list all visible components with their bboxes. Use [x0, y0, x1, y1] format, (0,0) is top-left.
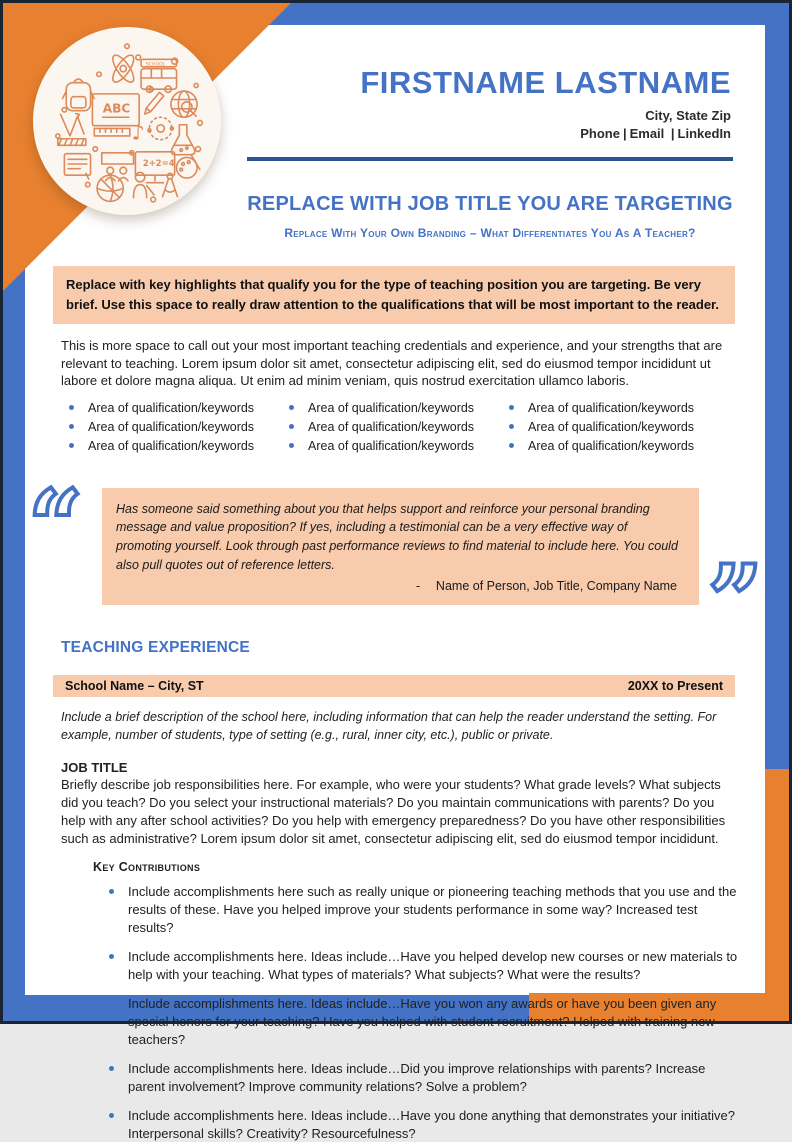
bullet-dot-icon	[69, 405, 74, 410]
accomplishment-text: Include accomplishments here. Ideas include…Did you improve relationships with parents? Increase parent involvement? Improve community relations? Solve a problem?	[128, 1060, 706, 1094]
section-title-teaching-experience: TEACHING EXPERIENCE	[61, 639, 250, 657]
open-quote-icon: “	[28, 468, 78, 582]
qualification-label: Area of qualification/keywords	[308, 419, 475, 434]
accomplishments-list	[109, 883, 739, 1142]
qualification-label: Area of qualification/keywords	[528, 400, 695, 415]
linkedin-label: LinkedIn	[677, 126, 731, 141]
testimonial-text: Has someone said something about you that helps support and reinforce your personal branding message and value proposition? If yes, including a testimonial can be a very effective way of promoting yourself. Look through past performance reviews to find material to include here. You could also pull quotes out of reference letters.	[116, 501, 678, 572]
qualification-item	[509, 438, 729, 454]
qualification-item	[289, 400, 509, 416]
qualifications-grid	[69, 400, 765, 454]
school-description: Include a brief description of the school here, including information that can help the reader understand the setting. For example, number of students, type of setting (e.g., rural, inner city, etc.), public or private.	[61, 710, 717, 743]
accomplishment-item	[109, 995, 739, 1049]
qualification-label: Area of qualification/keywords	[308, 400, 475, 415]
job-description: Briefly describe job responsibilities here. For example, who were your students? What grade levels? What subjects did you teach? Do you select your instructional materials? Do you maintain communications with parents? Do you help with any after school activities? Do you help with emergency preparedness? Do you have other responsibilities such as administrative? Lorem ipsum dolor sit amet, consectetur adipiscing elit, sed do eiusmod tempor incididunt.	[61, 777, 726, 847]
targeting-block	[247, 193, 733, 240]
job-block	[61, 759, 739, 849]
bullet-dot-icon	[109, 889, 114, 894]
accomplishment-text: Include accomplishments here. Ideas include…Have you done anything that demonstrates your initiative? Interpersonal skills? Creativity? Resourcefulness?	[128, 1107, 736, 1141]
summary-paragraph: This is more space to call out your most important teaching credentials and experience, and your strengths that are relevant to teaching. Lorem ipsum dolor sit amet, consectetur adipiscing elit, sed do eiusmod tempor incididunt ut labore et dolore magna aliqua. Ut enim ad minim veniam, quis nostrud exercitation ullamco laboris.	[61, 338, 723, 389]
accomplishment-item	[109, 1107, 739, 1142]
attribution-name: Name of Person, Job Title, Company Name	[435, 578, 677, 593]
accomplishment-text: Include accomplishments here. Ideas include…Have you helped develop new courses or new materials to help with your teaching. What types of materials? What subjects? What were the results?	[128, 949, 738, 982]
svg-text:ABC: ABC	[102, 101, 131, 116]
qualification-label: Area of qualification/keywords	[528, 419, 695, 434]
qualification-item	[69, 419, 289, 435]
accomplishment-text: Include accomplishments here. Ideas include…Have you won any awards or have you been given any special honors for your teaching? Have you helped with student recruitment? Helped with training new teachers?	[128, 995, 717, 1047]
qualification-label: Area of qualification/keywords	[88, 419, 255, 434]
school-header-bar	[53, 675, 735, 697]
qualification-item	[509, 419, 729, 435]
accomplishment-text: Include accomplishments here such as really unique or pioneering teaching methods that you use and the results of these. Have you helped improve your students performance in some way? Increased test results?	[128, 884, 737, 936]
key-contributions-label: Key Contributions	[93, 860, 201, 875]
bullet-dot-icon	[289, 424, 294, 429]
bullet-dot-icon	[109, 1001, 114, 1006]
svg-text:♪: ♪	[131, 120, 145, 145]
qualification-item	[509, 400, 729, 416]
qualification-label: Area of qualification/keywords	[528, 438, 695, 453]
frame-right-orange-segment	[765, 769, 789, 1021]
employment-dates: 20XX to Present	[627, 679, 723, 694]
qualification-label: Area of qualification/keywords	[88, 438, 255, 453]
email-label: Email	[629, 126, 665, 141]
qualification-item	[289, 438, 509, 454]
bullet-dot-icon	[69, 443, 74, 448]
qualification-item	[69, 400, 289, 416]
page-content	[25, 25, 765, 1141]
attribution-dash: -	[416, 578, 421, 593]
target-job-title: REPLACE WITH JOB TITLE YOU ARE TARGETING	[247, 193, 733, 215]
qualification-label: Area of qualification/keywords	[308, 438, 475, 453]
location-line: City, State Zip	[645, 108, 731, 123]
job-title: JOB TITLE	[61, 759, 128, 775]
header-block	[25, 65, 765, 143]
testimonial-attribution	[116, 577, 681, 596]
bullet-dot-icon	[289, 405, 294, 410]
phone-label: Phone	[580, 126, 620, 141]
bullet-dot-icon	[509, 405, 514, 410]
header-divider	[247, 157, 733, 161]
key-highlights-box: Replace with key highlights that qualify you for the type of teaching position you are targeting. Be very brief. Use this space to really draw attention to the qualifications that will be most important to the reader.	[53, 266, 735, 324]
contact-line	[25, 125, 731, 143]
school-name: School Name – City, ST	[65, 679, 204, 694]
bullet-dot-icon	[289, 443, 294, 448]
accomplishment-item	[109, 948, 739, 984]
bullet-dot-icon	[509, 424, 514, 429]
branding-statement: Replace With Your Own Branding – What Differentiates You As A Teacher?	[284, 226, 696, 240]
accomplishment-item	[109, 1060, 739, 1096]
bullet-dot-icon	[109, 1113, 114, 1118]
bullet-dot-icon	[69, 424, 74, 429]
svg-text:SCHOOL: SCHOOL	[145, 62, 166, 68]
close-quote-icon: ”	[707, 544, 757, 658]
accomplishment-item	[109, 883, 739, 937]
bullet-dot-icon	[109, 1066, 114, 1071]
qualification-label: Area of qualification/keywords	[88, 400, 255, 415]
bullet-dot-icon	[109, 954, 114, 959]
separator: |	[670, 126, 675, 141]
contact-block	[25, 107, 731, 143]
bullet-dot-icon	[509, 443, 514, 448]
separator: |	[622, 126, 627, 141]
candidate-name: FIRSTNAME LASTNAME	[360, 65, 731, 100]
svg-text:2+2=4: 2+2=4	[142, 157, 175, 168]
testimonial-box	[102, 488, 699, 606]
qualification-item	[289, 419, 509, 435]
qualification-item	[69, 438, 289, 454]
